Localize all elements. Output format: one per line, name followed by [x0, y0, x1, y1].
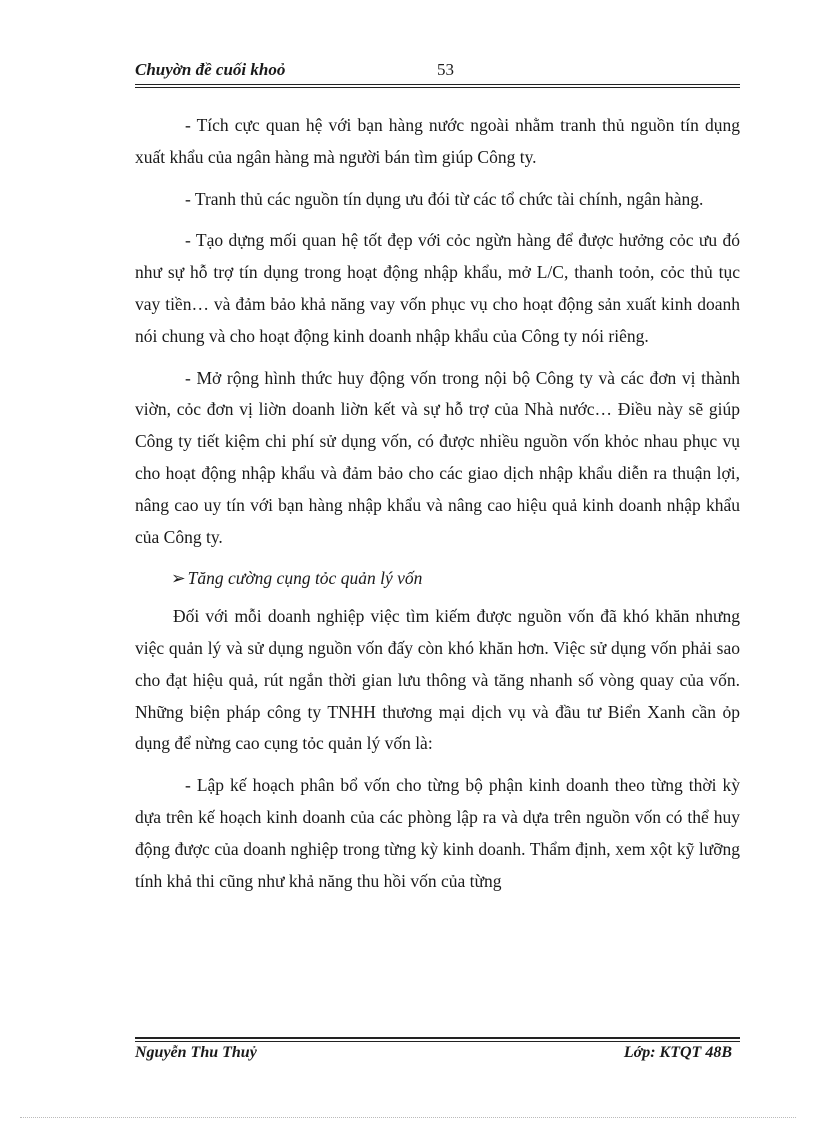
footer-rule: [135, 1037, 740, 1042]
paragraph-bank-relations: - Tạo dựng mối quan hệ tốt đẹp với cỏc ngừn hàng để được hưởng cỏc ưu đó như sự hỗ trợ tín dụng trong hoạt động nhập khẩu, mở L/C, thanh toỏn, cỏc thủ tục vay tiền… và đảm bảo khả năng vay vốn phục vụ cho hoạt động sản xuất kinh doanh nói chung và cho hoạt động kinh doanh nhập khẩu của Công ty nói riêng.: [135, 230, 740, 346]
footer-class: Lớp: KTQT 48B: [623, 1044, 732, 1061]
arrow-bullet-icon: ➢: [171, 568, 186, 589]
paragraph-capital-management: Đối với mỗi doanh nghiệp việc tìm kiếm được nguồn vốn đã khó khăn nhưng việc quản lý và sử dụng nguồn vốn đấy còn khó khăn hơn. Việc sử dụng vốn phải sao cho đạt hiệu quả, rút ngắn thời gian lưu thông và tăng nhanh số vòng quay của vốn. Những biện pháp công ty TNHH thương mại dịch vụ và đầu tư Biển Xanh cần ỏp dụng để nừng cao cụng tỏc quản lý vốn là:: [135, 606, 740, 754]
section-subheading: [171, 563, 740, 595]
subheading-text: Tăng cường cụng tỏc quản lý vốn: [187, 568, 423, 589]
paragraph-preferential-credit: - Tranh thủ các nguồn tín dụng ưu đói từ các tổ chức tài chính, ngân hàng.: [185, 188, 704, 209]
header-rule: [135, 84, 740, 88]
page-bottom-border: [20, 1117, 796, 1118]
paragraph-credit-foreign-partners: - Tích cực quan hệ với bạn hàng nước ngoài nhằm tranh thủ nguồn tín dụng xuất khẩu của ngân hàng mà người bán tìm giúp Công ty.: [135, 115, 740, 167]
page-number: 53: [437, 60, 454, 79]
paragraph-capital-allocation: - Lập kế hoạch phân bổ vốn cho từng bộ phận kinh doanh theo từng thời kỳ dựa trên kế hoạch kinh doanh của các phòng lập ra và dựa trên nguồn vốn có thể huy động được của doanh nghiệp trong từng kỳ kinh doanh. Thẩm định, xem xột kỹ lưỡng tính khả thi cũng như khả năng thu hồi vốn của từng: [135, 775, 740, 891]
footer-author: Nguyễn Thu Thuỷ: [135, 1044, 257, 1061]
document-body: [135, 110, 740, 907]
paragraph-internal-capital: - Mở rộng hình thức huy động vốn trong nội bộ Công ty và các đơn vị thành viờn, cỏc đơn vị liờn doanh liờn kết và sự hỗ trợ của Nhà nước… Điều này sẽ giúp Công ty tiết kiệm chi phí sử dụng vốn, có được nhiều nguồn vốn khỏc nhau phục vụ cho hoạt động nhập khẩu và đảm bảo cho các giao dịch nhập khẩu diễn ra thuận lợi, nâng cao uy tín với bạn hàng nhập khẩu và nâng cao hiệu quả kinh doanh nhập khẩu của Công ty.: [135, 367, 740, 547]
header-title: Chuyờn đề cuối khoỏ: [135, 60, 286, 79]
